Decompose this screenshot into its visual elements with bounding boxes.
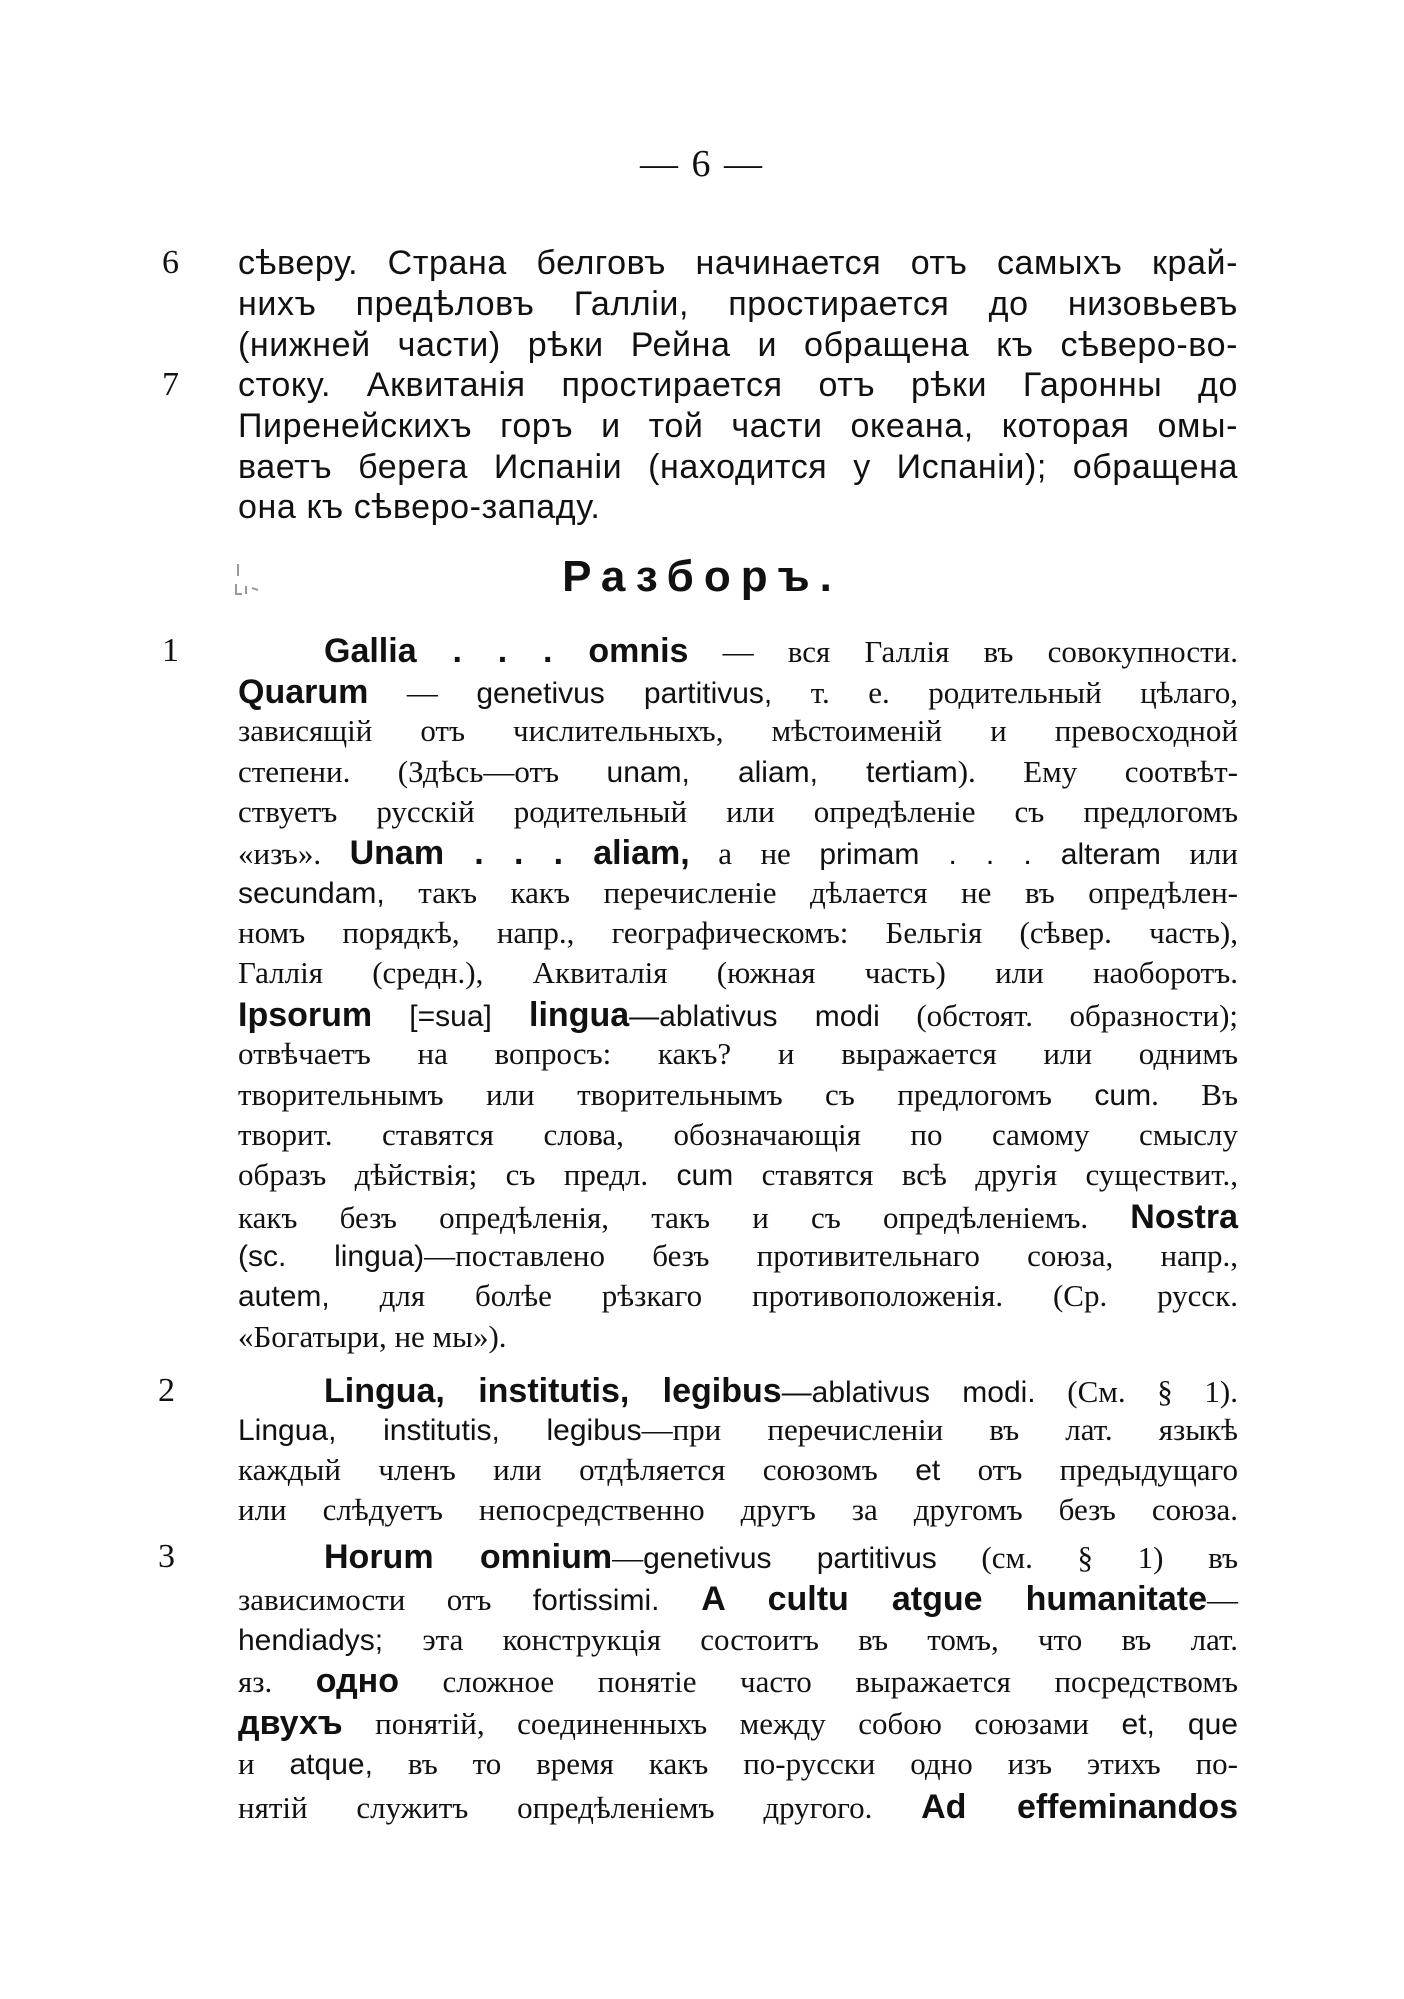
text-line: отвѣчаетъ на вопросъ: какъ? и выражается или однимъ — [238, 1036, 1238, 1071]
text-line: творит. ставятся слова, обозначающія по самому смыслу — [238, 1117, 1238, 1152]
text-line: Gallia . . . omnis — вся Галлія въ совокупности. — [324, 632, 1238, 670]
text-line: какъ безъ опредѣленія, такъ и съ опредѣленіемъ. Nostra — [238, 1198, 1238, 1236]
text-line: или слѣдуетъ непосредственно другъ за другомъ безъ союза. — [238, 1492, 1238, 1527]
text-line: яз. одно сложное понятіе часто выражается посредствомъ — [238, 1662, 1238, 1700]
text-line: secundam, такъ какъ перечисленіе дѣлается не въ опредѣлен- — [238, 875, 1238, 910]
text-line: и atque, въ то время какъ по-русски одно изъ этихъ по- — [238, 1746, 1238, 1781]
section-heading: Разборъ. — [562, 552, 842, 601]
text-line: нятій служитъ опредѣленіемъ другого. Ad effeminandos — [238, 1788, 1238, 1826]
text-line: (нижней части) рѣки Рейна и обращена къ сѣверо-во- — [238, 326, 1238, 364]
text-line: Lingua, institutis, legibus—при перечисленіи въ лат. языкѣ — [238, 1412, 1238, 1447]
text-line: стоку. Аквитанія простирается отъ рѣки Гаронны до — [238, 366, 1238, 404]
text-line: Horum omnium—genetivus partitivus (см. § 1) въ — [324, 1538, 1238, 1576]
text-line: Галлія (средн.), Аквиталія (южная часть) или наоборотъ. — [238, 955, 1238, 990]
text-line: ствуетъ русскій родительный или опредѣленіе съ предлогомъ — [238, 794, 1238, 829]
text-line: нихъ предѣловъ Галліи, простирается до низовьевъ — [238, 285, 1238, 323]
section-number: 2 — [158, 1372, 175, 1409]
text-line: ваетъ берега Испаніи (находится у Испаніи); обращена — [238, 448, 1238, 486]
line-number: 7 — [162, 366, 179, 403]
text-line: зависящій отъ числительныхъ, мѣстоименій и превосходной — [238, 713, 1238, 748]
text-line: образъ дѣйствія; съ предл. cum ставятся всѣ другія существит., — [238, 1157, 1238, 1192]
text-line: зависимости отъ fortissimi. A cultu atgue humanitate— — [238, 1580, 1238, 1618]
text-line: номъ порядкѣ, напр., географическомъ: Бельгія (сѣвер. часть), — [238, 915, 1238, 950]
text-line: каждый членъ или отдѣляется союзомъ et отъ предыдущаго — [238, 1452, 1239, 1487]
text-line: она къ сѣверо-западу. — [238, 488, 601, 526]
text-line: hendiadys; эта конструкція состоитъ въ томъ, что въ лат. — [238, 1622, 1238, 1657]
text-line: степени. (Здѣсь—отъ unam, aliam, tertiam). Ему соотвѣт- — [238, 754, 1238, 789]
section-number: 1 — [162, 632, 179, 669]
text-line: «Богатыри, не мы»). — [238, 1319, 507, 1354]
page-number: — 6 — — [640, 143, 764, 185]
line-number: 6 — [162, 244, 179, 281]
text-line: (sc. lingua)—поставлено безъ противительнаго союза, напр., — [238, 1238, 1239, 1273]
section-number: 3 — [158, 1538, 175, 1575]
text-line: autem, для болѣе рѣзкаго противоположенія. (Ср. русск. — [238, 1278, 1238, 1313]
text-line: Quarum — genetivus partitivus, т. е. родительный цѣлаго, — [238, 673, 1239, 711]
text-line: Пиренейскихъ горъ и той части океана, которая омы- — [238, 407, 1238, 445]
text-line: сѣверу. Страна белговъ начинается отъ самыхъ край- — [238, 244, 1238, 282]
text-line: творительнымъ или творительнымъ съ предлогомъ cum. Въ — [238, 1077, 1238, 1112]
text-line: «изъ». Unam . . . aliam, а не primam . . . alteram или — [238, 834, 1238, 872]
text-line: Lingua, institutis, legibus—ablativus modi. (См. § 1). — [324, 1372, 1238, 1410]
text-line: Ipsorum [=sua] lingua—ablativus modi (обстоят. образности); — [238, 996, 1239, 1034]
text-line: двухъ понятій, соединенныхъ между собою союзами et, que — [238, 1704, 1238, 1742]
